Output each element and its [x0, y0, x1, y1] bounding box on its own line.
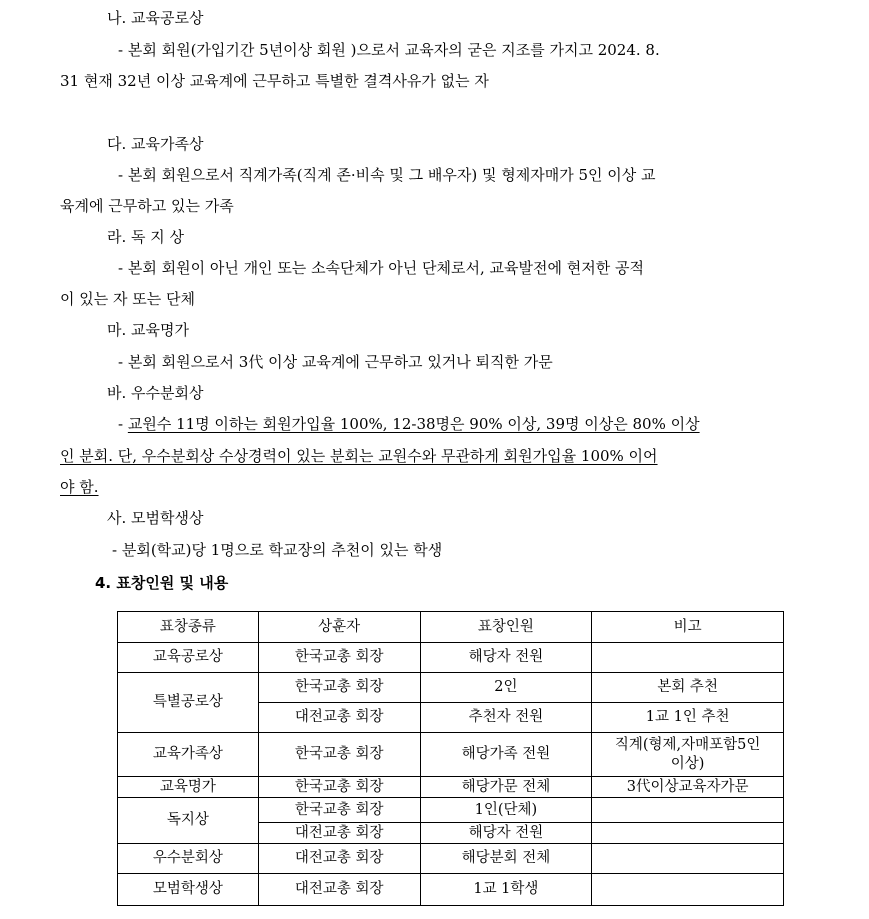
cell-count: 해당자 전원 — [420, 823, 592, 844]
cell-kind: 교육가족상 — [118, 733, 259, 777]
cell-count: 추천자 전원 — [420, 703, 592, 733]
cell-giver: 대전교총 회장 — [258, 844, 420, 874]
cell-note — [592, 798, 784, 823]
cell-note — [592, 733, 784, 777]
text-da-line1: - 본회 회원으로서 직계가족(직계 존·비속 및 그 배우자) 및 형제자매가 5인 이상 교 — [118, 166, 656, 184]
cell-note-line1: 직계(형제,자매포함5인 — [614, 736, 761, 753]
cell-kind: 독지상 — [118, 798, 259, 844]
cell-kind: 우수분회상 — [118, 844, 259, 874]
text-ba-line3: 야 함. — [60, 478, 99, 496]
cell-note: 3代이상교육자가문 — [592, 777, 784, 798]
cell-count: 해당분회 전체 — [420, 844, 592, 874]
header-count: 표창인원 — [420, 612, 592, 643]
cell-note: 1교 1인 추천 — [592, 703, 784, 733]
cell-note — [592, 823, 784, 844]
header-note: 비고 — [592, 612, 784, 643]
table-row — [118, 733, 784, 777]
cell-giver: 한국교총 회장 — [258, 777, 420, 798]
heading-sa: 사. 모범학생상 — [107, 509, 204, 527]
text-ba-line2: 인 분회. 단, 우수분회상 수상경력이 있는 분회는 교원수와 무관하게 회원가입율 100% 이어 — [60, 447, 658, 465]
cell-kind: 모범학생상 — [118, 874, 259, 906]
text-sa-line1: - 분회(학교)당 1명으로 학교장의 추천이 있는 학생 — [112, 541, 443, 559]
heading-na: 나. 교육공로상 — [107, 9, 204, 27]
cell-note — [592, 874, 784, 906]
heading-ma: 마. 교육명가 — [107, 321, 189, 339]
text-na-line1: - 본회 회원(가입기간 5년이상 회원 )으로서 교육자의 굳은 지조를 가지고 2024. 8. — [118, 41, 660, 59]
cell-kind: 특별공로상 — [118, 673, 259, 733]
header-giver: 상훈자 — [258, 612, 420, 643]
cell-kind: 교육명가 — [118, 777, 259, 798]
cell-giver: 한국교총 회장 — [258, 733, 420, 777]
cell-giver: 한국교총 회장 — [258, 673, 420, 703]
cell-count: 해당가문 전체 — [420, 777, 592, 798]
section-title: 4. 표창인원 및 내용 — [95, 574, 229, 592]
cell-giver: 한국교총 회장 — [258, 643, 420, 673]
text-ma-line1: - 본회 회원으로서 3代 이상 교육계에 근무하고 있거나 퇴직한 가문 — [118, 353, 553, 371]
cell-count: 해당자 전원 — [420, 643, 592, 673]
heading-ra: 라. 독 지 상 — [107, 228, 185, 246]
text-ba-line1 — [118, 414, 700, 434]
table-row — [118, 844, 784, 874]
table-header-row — [118, 612, 784, 643]
text-ba-dash: - — [118, 415, 128, 433]
header-kind: 표창종류 — [118, 612, 259, 643]
text-ba-line1-underlined: 교원수 11명 이하는 회원가입율 100%, 12-38명은 90% 이상, 39명 이상은 80% 이상 — [127, 415, 700, 433]
heading-da: 다. 교육가족상 — [107, 135, 204, 153]
cell-giver: 대전교총 회장 — [258, 823, 420, 844]
table-row — [118, 798, 784, 823]
cell-count: 1인(단체) — [420, 798, 592, 823]
cell-note: 본회 추천 — [592, 673, 784, 703]
cell-count: 해당가족 전원 — [420, 733, 592, 777]
cell-kind: 교육공로상 — [118, 643, 259, 673]
table-row — [118, 673, 784, 703]
cell-note-line2: 이상) — [670, 755, 705, 772]
cell-giver: 한국교총 회장 — [258, 798, 420, 823]
cell-note — [592, 844, 784, 874]
table-row — [118, 874, 784, 906]
award-table — [117, 611, 784, 906]
text-na-line2: 31 현재 32년 이상 교육계에 근무하고 특별한 결격사유가 없는 자 — [60, 72, 489, 90]
text-da-line2: 육계에 근무하고 있는 가족 — [60, 197, 234, 215]
table-row — [118, 643, 784, 673]
heading-ba: 바. 우수분회상 — [107, 384, 204, 402]
text-ra-line2: 이 있는 자 또는 단체 — [60, 290, 195, 308]
cell-count: 2인 — [420, 673, 592, 703]
cell-count: 1교 1학생 — [420, 874, 592, 906]
cell-giver: 대전교총 회장 — [258, 703, 420, 733]
cell-note — [592, 643, 784, 673]
text-ra-line1: - 본회 회원이 아닌 개인 또는 소속단체가 아닌 단체로서, 교육발전에 현저한 공적 — [118, 259, 644, 277]
cell-giver: 대전교총 회장 — [258, 874, 420, 906]
table-row — [118, 777, 784, 798]
